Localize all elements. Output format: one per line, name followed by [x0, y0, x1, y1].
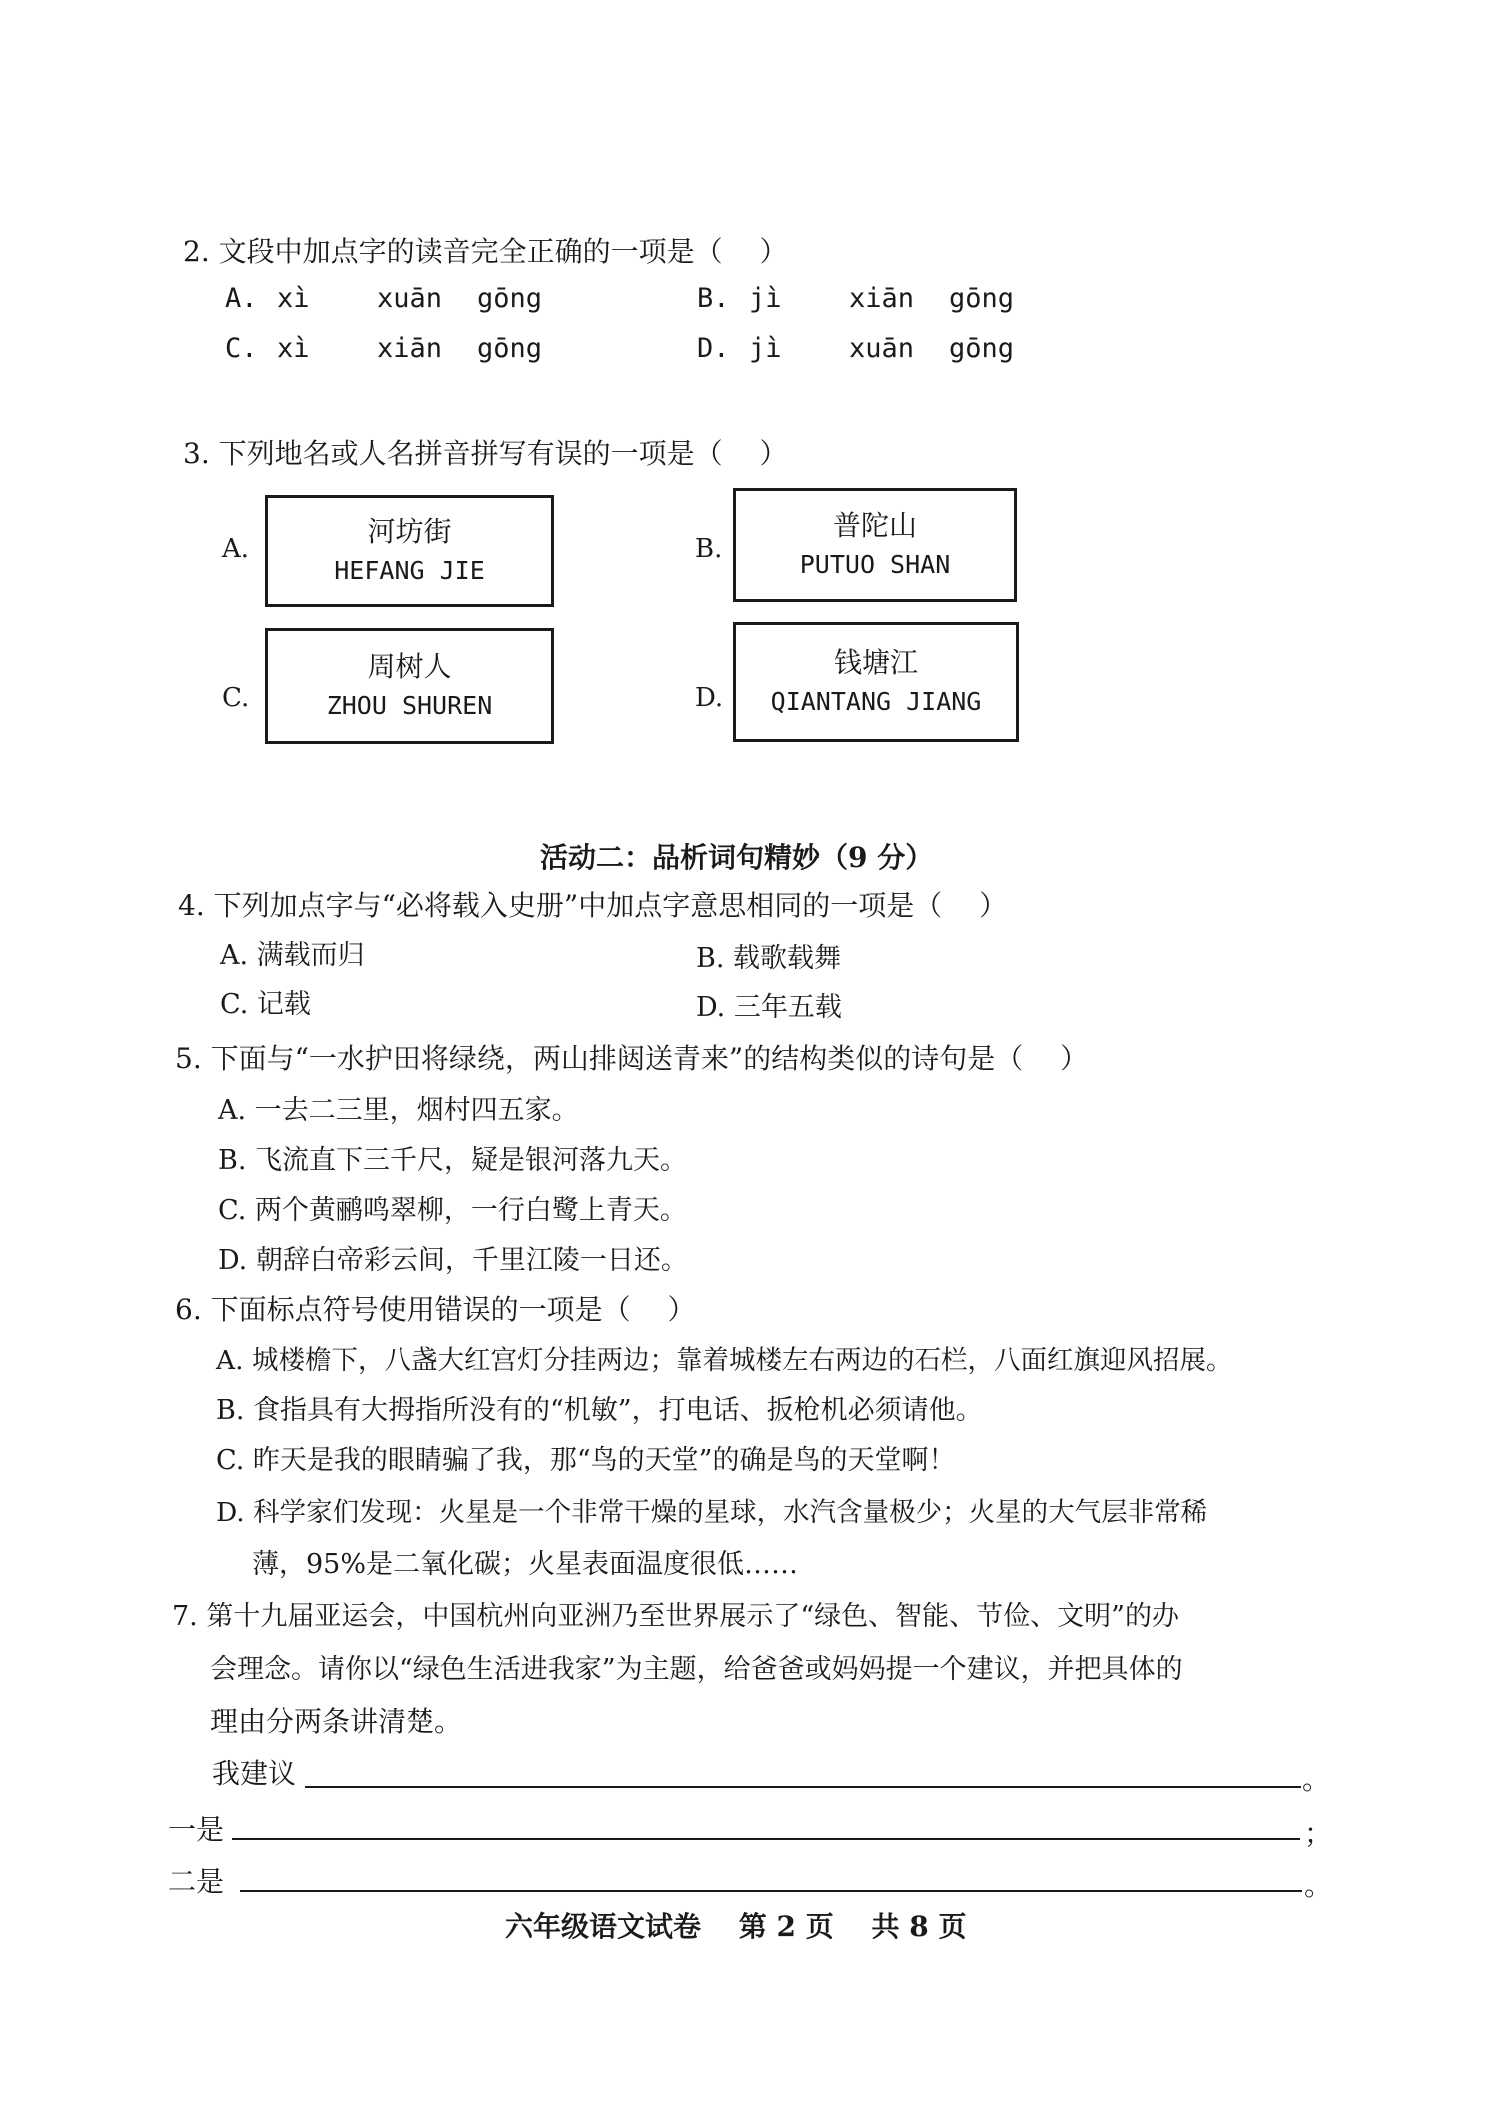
- person-name: 周树人: [367, 650, 452, 683]
- q6-option-c: C. 昨天是我的眼睛骗了我，那“鸟的天堂”的确是鸟的天堂啊！: [216, 1445, 956, 1476]
- q2-option-b: [697, 283, 1049, 314]
- q3-title: 3. 下列地名或人名拼音拼写有误的一项是（ ）: [183, 437, 788, 470]
- q2-option-d: [697, 333, 1049, 364]
- q3-option-b-box: [733, 488, 1017, 602]
- q2-option-a: [225, 283, 577, 314]
- pinyin: gōng: [949, 283, 1015, 314]
- reason-one-end-punct: ；: [1304, 1817, 1333, 1850]
- q2-option-label: D.: [697, 333, 730, 364]
- q3-option-d-box: [733, 622, 1019, 742]
- reason-two-label: 二是: [168, 1865, 225, 1898]
- pinyin: gōng: [477, 283, 543, 314]
- q5-option-c: C. 两个黄鹂鸣翠柳，一行白鹭上青天。: [218, 1195, 687, 1226]
- pinyin: xiān: [849, 283, 915, 314]
- q7-prompt-line-3: 理由分两条讲清楚。: [210, 1705, 463, 1738]
- q4-option-a: A. 满载而归: [220, 940, 365, 971]
- suggestion-end-punct: 。: [1302, 1763, 1331, 1796]
- q2-title: 2. 文段中加点字的读音完全正确的一项是（ ）: [183, 235, 788, 268]
- reason-one-label: 一是: [168, 1813, 225, 1846]
- q5-option-b: B. 飞流直下三千尺，疑是银河落九天。: [218, 1145, 688, 1176]
- pinyin: xuān: [377, 283, 443, 314]
- section-heading: 活动二：品析词句精妙（9 分）: [540, 841, 934, 874]
- place-pinyin: QIANTANG JIANG: [770, 687, 982, 716]
- place-name: 钱塘江: [833, 646, 918, 679]
- q3-option-d-label: D.: [695, 683, 724, 713]
- pinyin: jì: [749, 333, 782, 364]
- pinyin: xuān: [849, 333, 915, 364]
- place-name: 普陀山: [832, 509, 917, 542]
- person-pinyin: ZHOU SHUREN: [326, 691, 493, 720]
- q3-option-a-box: [265, 495, 554, 607]
- page-footer: 六年级语文试卷 第 2 页 共 8 页: [505, 1910, 967, 1943]
- q5-title: 5. 下面与“一水护田将绿绕，两山排闼送青来”的结构类似的诗句是（ ）: [175, 1042, 1089, 1075]
- place-pinyin: HEFANG JIE: [334, 556, 485, 585]
- suggestion-label: 我建议: [212, 1757, 297, 1790]
- q6-option-d-continued: 薄，95%是二氧化碳；火星表面温度很低……: [252, 1549, 799, 1580]
- pinyin: xì: [277, 333, 310, 364]
- q3-option-a-label: A.: [222, 534, 250, 564]
- pinyin: gōng: [477, 333, 543, 364]
- q7-prompt-line-1: 7. 第十九届亚运会，中国杭州向亚洲乃至世界展示了“绿色、智能、节俭、文明”的办: [172, 1601, 1179, 1632]
- reason-one-answer-line[interactable]: [232, 1838, 1300, 1840]
- q2-option-label: C.: [225, 333, 258, 364]
- place-pinyin: PUTUO SHAN: [799, 550, 951, 579]
- pinyin: gōng: [949, 333, 1015, 364]
- q4-title: 4. 下列加点字与“必将载入史册”中加点字意思相同的一项是（ ）: [178, 889, 1008, 922]
- q3-option-c-box: [265, 628, 554, 744]
- q2-option-label: A.: [225, 283, 258, 314]
- q5-option-d: D. 朝辞白帝彩云间，千里江陵一日还。: [218, 1245, 688, 1276]
- q4-option-c: C. 记载: [220, 989, 311, 1020]
- q3-option-c-label: C.: [222, 683, 250, 713]
- place-name: 河坊街: [367, 515, 452, 548]
- pinyin: jì: [749, 283, 782, 314]
- pinyin: xì: [277, 283, 310, 314]
- suggestion-answer-line[interactable]: [305, 1786, 1301, 1788]
- q3-option-b-label: B.: [695, 534, 723, 564]
- q2-option-c: [225, 333, 577, 364]
- q6-option-a: A. 城楼檐下，八盏大红宫灯分挂两边；靠着城楼左右两边的石栏，八面红旗迎风招展。: [216, 1345, 1233, 1376]
- reason-two-answer-line[interactable]: [240, 1890, 1302, 1892]
- q6-title: 6. 下面标点符号使用错误的一项是（ ）: [175, 1293, 696, 1326]
- q2-option-label: B.: [697, 283, 730, 314]
- q5-option-a: A. 一去二三里，烟村四五家。: [218, 1095, 579, 1126]
- pinyin: xiān: [377, 333, 443, 364]
- q6-option-b: B. 食指具有大拇指所没有的“机敏”，打电话、扳枪机必须请他。: [216, 1395, 983, 1426]
- q6-option-d: D. 科学家们发现：火星是一个非常干燥的星球，水汽含量极少；火星的大气层非常稀: [216, 1497, 1208, 1528]
- q7-prompt-line-2: 会理念。请你以“绿色生活进我家”为主题，给爸爸或妈妈提一个建议，并把具体的: [210, 1654, 1183, 1685]
- q4-option-b: B. 载歌载舞: [696, 943, 842, 974]
- q4-option-d: D. 三年五载: [696, 992, 842, 1023]
- reason-two-end-punct: 。: [1304, 1869, 1333, 1902]
